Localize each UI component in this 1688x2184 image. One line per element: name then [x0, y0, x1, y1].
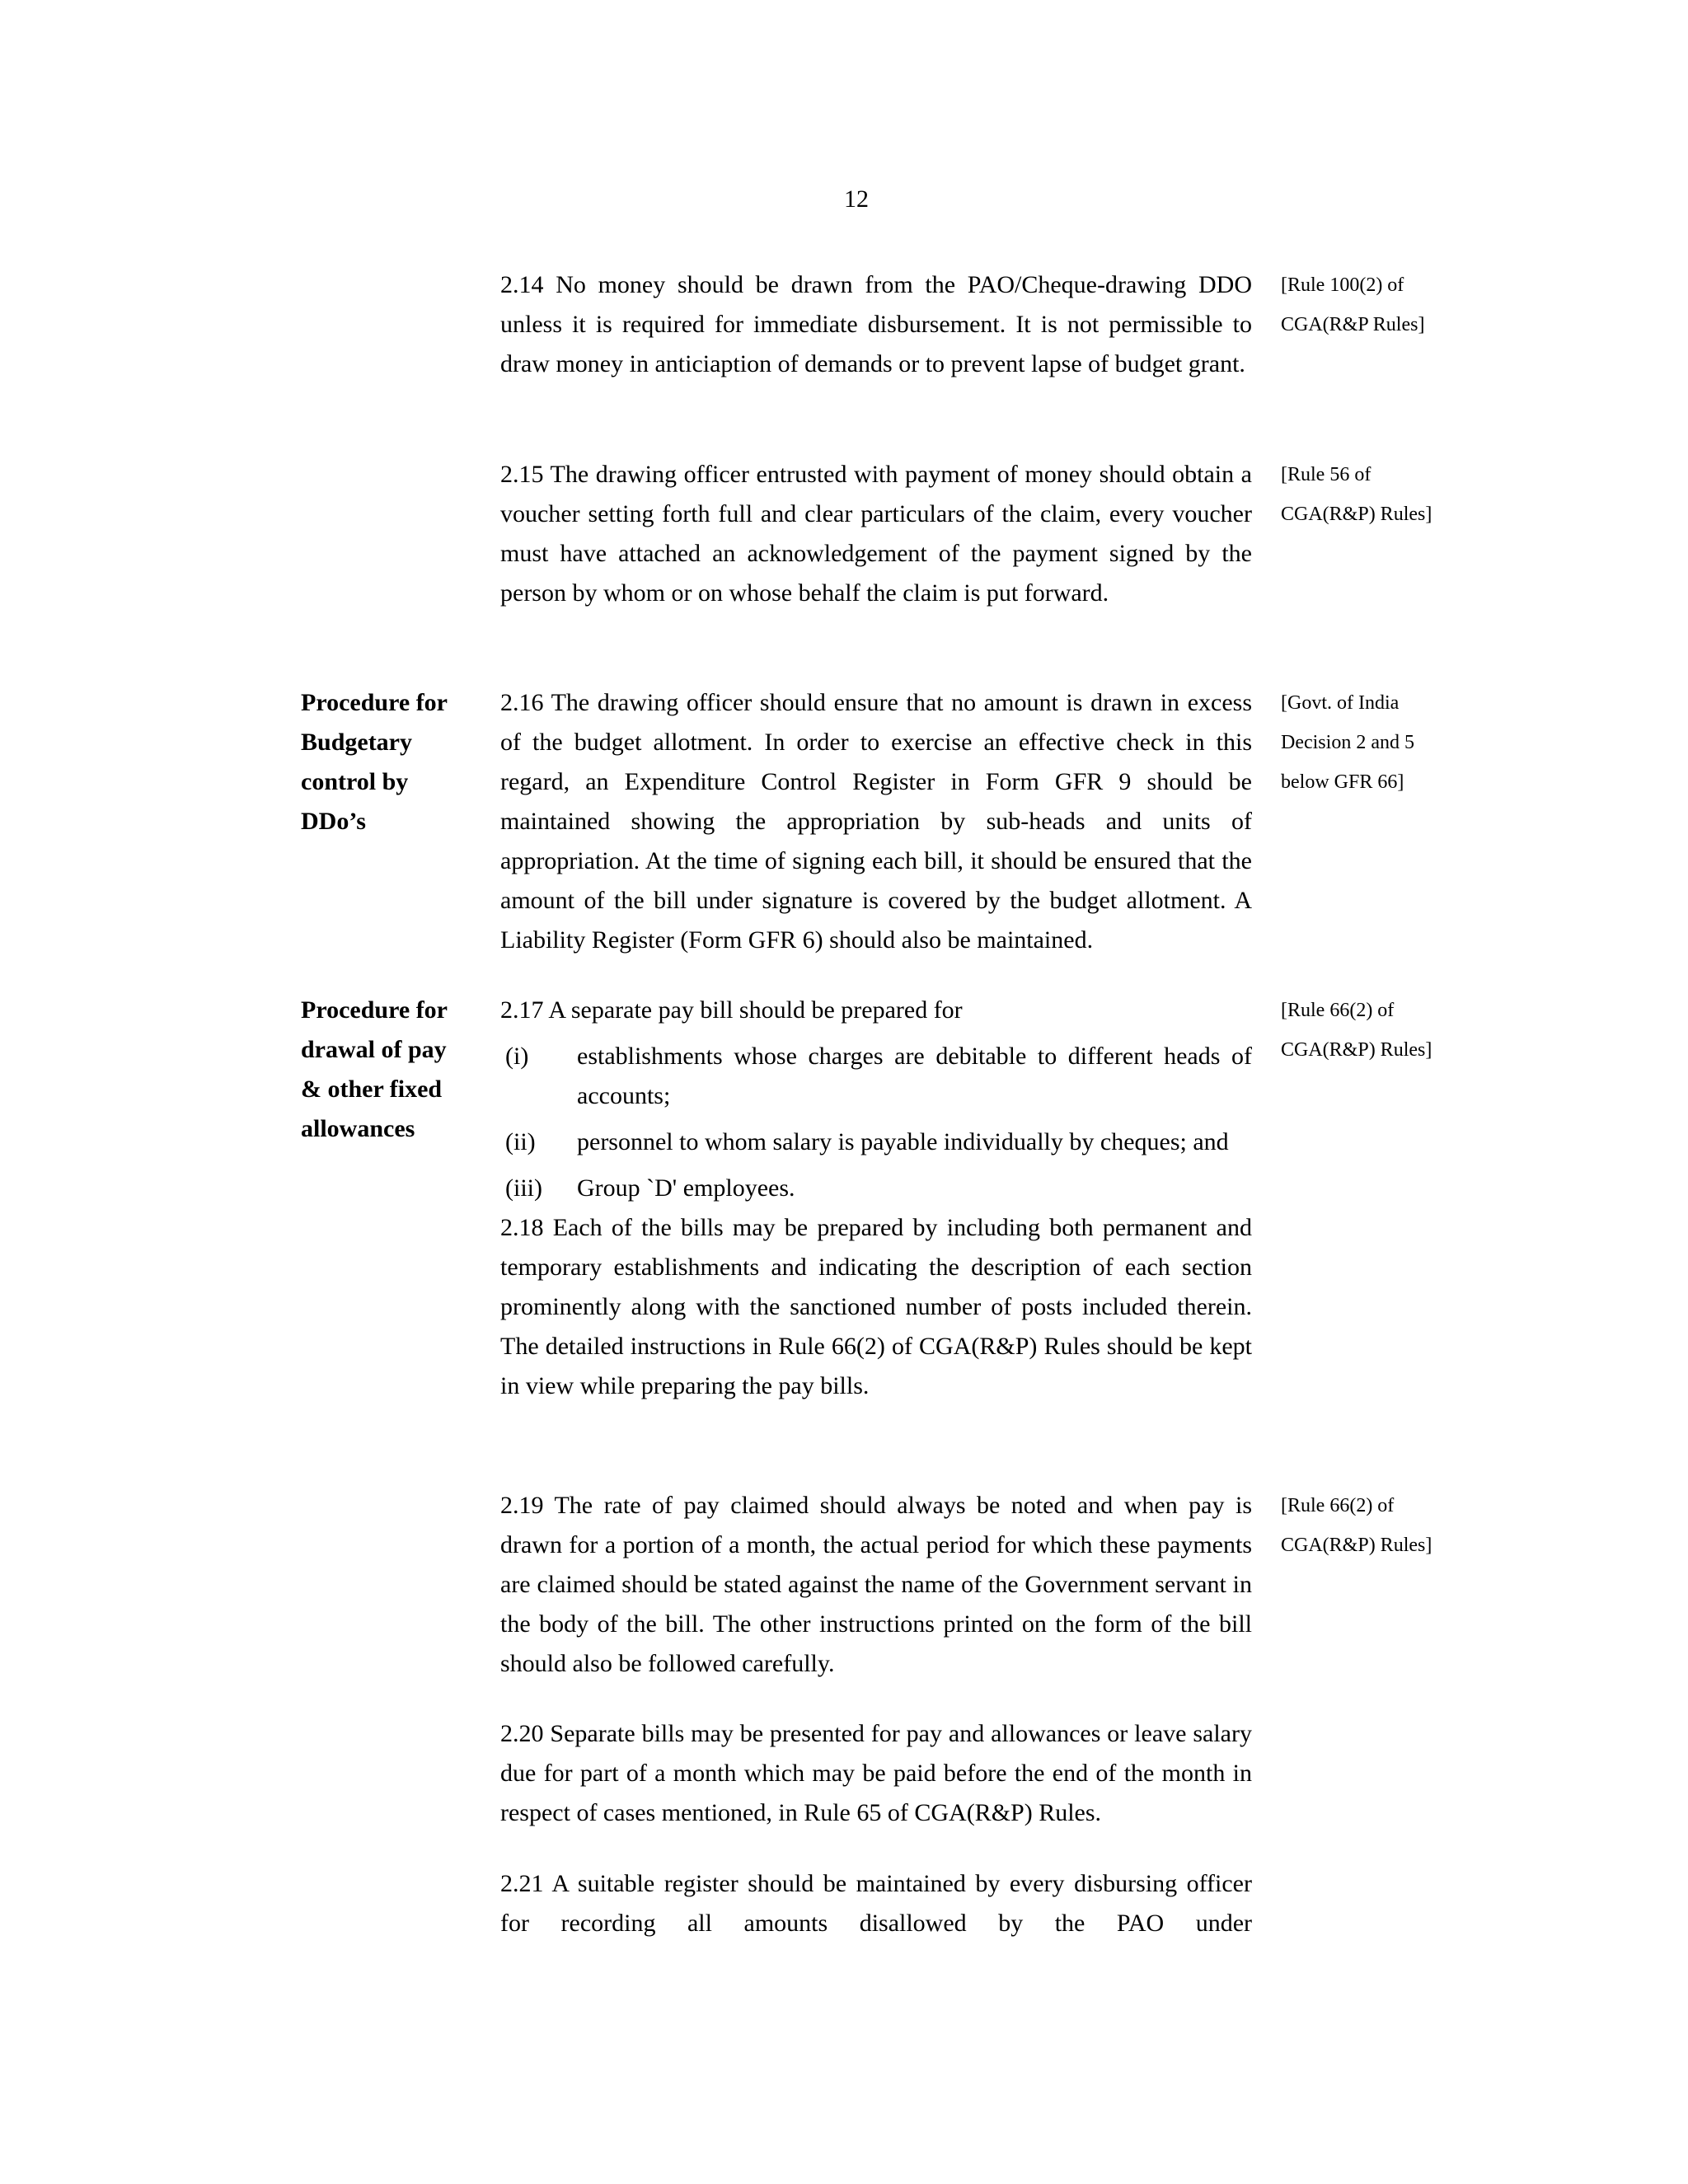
list-item: (iii) Group `D' employees.: [505, 1174, 795, 1202]
paragraph-2-18: 2.18 Each of the bills may be prepared by including both permanent and temporary establishments and indicating the description of each section prominently along with the sanctioned number of posts included therein. The detailed instructions in Rule 66(2) of CGA(R&P) Rules should be kept in view while preparing the pay bills.: [500, 1214, 1252, 1399]
side-heading-drawal-of-pay: Procedure for drawal of pay & other fixed allowances: [301, 996, 448, 1142]
paragraph-2-21: 2.21 A suitable register should be maintained by every disbursing officer for recording all amounts disallowed by the PAO under: [500, 1870, 1252, 1937]
reference-2-16: [Govt. of India Decision 2 and 5 below GFR 66]: [1281, 692, 1414, 793]
list-item: (i) establishments whose charges are debitable to different heads of accounts;: [505, 1043, 1252, 1109]
paragraph-2-16: 2.16 The drawing officer should ensure that no amount is drawn in excess of the budget allotment. In order to exercise an effective check in this regard, an Expenditure Control Register in Form GFR 9 should be maintained showing the appropriation by sub-heads and units of appropriation. At the time of signing each bill, it should be ensured that the amount of the bill under signature is covered by the budget allotment. A Liability Register (Form GFR 6) should also be maintained.: [500, 689, 1252, 954]
reference-2-15: [Rule 56 of CGA(R&P) Rules]: [1281, 464, 1432, 525]
page-number: 12: [844, 185, 869, 213]
reference-2-19: [Rule 66(2) of CGA(R&P) Rules]: [1281, 1495, 1432, 1556]
paragraph-2-19: 2.19 The rate of pay claimed should always be noted and when pay is drawn for a portion of a month, the actual period for which these payments are claimed should be stated against the name of the Government servant in the body of the bill. The other instructions printed on the form of the bill should also be followed carefully.: [500, 1492, 1252, 1677]
paragraph-2-20: 2.20 Separate bills may be presented for pay and allowances or leave salary due for part of a month which may be paid before the end of the month in respect of cases mentioned, in Rule 65 of CGA(R&P) Rules.: [500, 1720, 1252, 1826]
reference-2-14: [Rule 100(2) of CGA(R&P Rules]: [1281, 274, 1425, 335]
side-heading-budgetary-control: Procedure for Budgetary control by DDo’s: [301, 689, 448, 835]
list-item: (ii) personnel to whom salary is payable individually by cheques; and: [505, 1128, 1229, 1155]
paragraph-2-15: 2.15 The drawing officer entrusted with payment of money should obtain a voucher setting forth full and clear particulars of the claim, every voucher must have attached an acknowledgement of the payment signed by the person by whom or on whose behalf the claim is put forward.: [500, 461, 1252, 607]
reference-2-17: [Rule 66(2) of CGA(R&P) Rules]: [1281, 1000, 1432, 1061]
paragraph-2-14: 2.14 No money should be drawn from the PAO/Cheque-drawing DDO unless it is required for immediate disbursement. It is not permissible to draw money in anticiaption of demands or to prevent lapse of budget grant.: [500, 271, 1252, 377]
paragraph-2-17: 2.17 A separate pay bill should be prepared for (i) establishments whose charges are debitable to different heads of accounts; (ii) personnel to whom salary is payable individually by cheques; and (iii) Group `D' employees. 2.18 Each of the bills may be prepared by including both permanent and temporary establishments and indicating the description of each section prominently along with the sanctioned number of posts included therein. The detailed instructions in Rule 66(2) of CGA(R&P) Rules should be kept in view while preparing the pay bills.: [500, 991, 1252, 1406]
